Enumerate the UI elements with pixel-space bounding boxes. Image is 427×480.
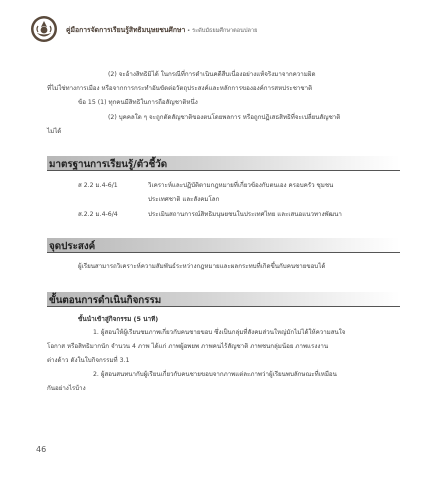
intro-line-3: ข้อ 15 (1) ทุกคนมีสิทธิในการถือสัญชาติหนึ่ง xyxy=(78,99,198,106)
intro-line-5: ไม่ได้ xyxy=(47,128,62,135)
intro-line-4: (2) บุคคลใด ๆ จะถูกตัดสัญชาติของตนโดยพลการ หรือถูกปฏิเสธสิทธิที่จะเปลี่ยนสัญชาติ xyxy=(108,114,341,121)
procedure-item-2-line-2: กันอย่างไรบ้าง xyxy=(47,385,86,392)
intro-line-1: (2) จะอ้างสิทธิมิได้ ในกรณีที่การดำเนินคดีสืบเนื่องอย่างแท้จริงมาจากความผิด xyxy=(108,71,316,78)
procedure-item-1-line-3: ต่างด้าว ดังในใบกิจกรรมที่ 3.1 xyxy=(47,357,130,364)
standard-1-text-cont: ประเทศชาติ และสังคมโลก xyxy=(148,196,220,203)
header-title xyxy=(66,24,257,35)
section-objectives xyxy=(47,238,400,253)
page-number: 46 xyxy=(36,445,47,454)
standard-2-code: ส.2.2 ม.4-6/4 xyxy=(78,211,118,218)
standard-1-text: วิเคราะห์และปฏิบัติตามกฎหมายที่เกี่ยวข้องกับตนเอง ครอบครัว ชุมชน xyxy=(148,182,334,189)
section-standards-heading: มาตรฐานการเรียนรู้/ตัวชี้วัด xyxy=(49,159,168,170)
procedure-item-2-line-1: 2. ผู้สอนสนทนากับผู้เรียนเกี่ยวกับคนชายขอบจากภาพแต่ละภาพว่าผู้เรียนพบลักษณะที่เหมือน xyxy=(93,371,337,378)
page-header xyxy=(28,9,408,49)
intro-line-2: ที่ไม่ใช่ทางการเมือง หรือจากการกระทำอันขัดต่อวัตถุประสงค์และหลักการขององค์การสหประชาชาติ xyxy=(47,85,313,92)
header-main-title: คู่มือการจัดการเรียนรู้สิทธิมนุษยชนศึกษา xyxy=(66,26,186,34)
section-procedure-heading: ขั้นตอนการดำเนินกิจกรรม xyxy=(49,295,162,306)
header-subtitle: • ระดับมัธยมศึกษาตอนปลาย xyxy=(185,28,258,34)
objective-text: ผู้เรียนสามารถวิเคราะห์ความสัมพันธ์ระหว่างกฎหมายและผลกระทบที่เกิดขึ้นกับคนชายขอบได้ xyxy=(78,263,326,270)
procedure-item-1-line-2: โอกาส หรือสิทธิมากนัก จำนวน 4 ภาพ ได้แก่ ภาพผู้อพยพ ภาพคนไร้สัญชาติ ภาพชนกลุ่มน้อย ภาพแรงงาน xyxy=(47,343,329,350)
standard-1-code: ส 2.2 ม.4-6/1 xyxy=(78,182,118,189)
human-rights-emblem-icon xyxy=(30,15,58,43)
standard-2-text: ประเมินสถานการณ์สิทธิมนุษยชนในประเทศไทย และเสนอแนวทางพัฒนา xyxy=(148,211,342,218)
section-standards xyxy=(47,156,400,171)
procedure-step-title: ขั้นนำเข้าสู่กิจกรรม (5 นาที) xyxy=(78,315,159,323)
section-objectives-heading: จุดประสงค์ xyxy=(49,241,96,252)
procedure-item-1-line-1: 1. ผู้สอนให้ผู้เรียนชมภาพเกี่ยวกับคนชายขอบ ซึ่งเป็นกลุ่มที่สังคมส่วนใหญ่มักไม่ได้ให้ความสนใจ xyxy=(93,329,346,336)
section-procedure xyxy=(47,292,400,307)
